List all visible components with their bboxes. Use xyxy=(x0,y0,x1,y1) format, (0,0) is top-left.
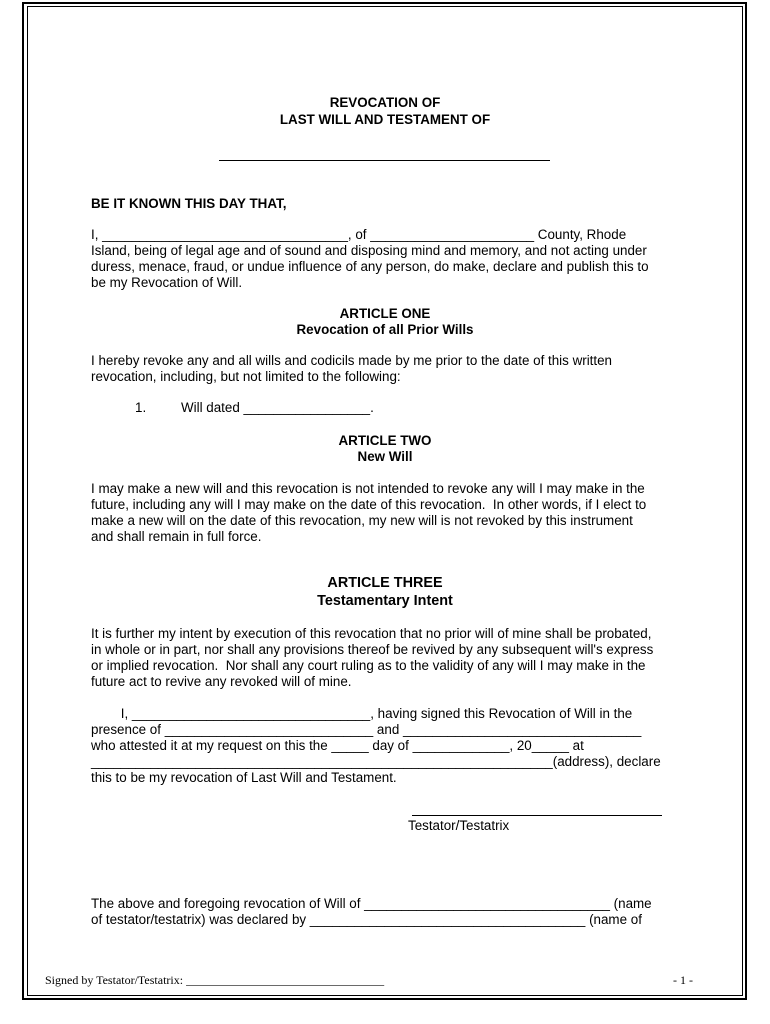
attestation-line: ______________________________________________________________(address), declare xyxy=(91,754,661,769)
document-title-line1: REVOCATION OF xyxy=(329,95,441,110)
list-item-will-dated: Will dated _________________. xyxy=(181,400,374,415)
article-two-line: I may make a new will and this revocation is not intended to revoke any will I may make in the xyxy=(91,481,645,496)
article-two-line: and shall remain in full force. xyxy=(91,529,262,544)
document-title-line2: LAST WILL AND TESTAMENT OF xyxy=(279,112,491,127)
article-one-heading: ARTICLE ONE xyxy=(339,306,431,321)
list-item-number: 1. xyxy=(135,400,147,415)
article-two-line: future, including any will I may make on the date of this revocation. In other words, if I elect to xyxy=(91,497,647,512)
article-one-subheading: Revocation of all Prior Wills xyxy=(296,322,474,337)
intro-heading: BE IT KNOWN THIS DAY THAT, xyxy=(91,196,287,211)
intro-line: duress, menace, fraud, or undue influence of any person, do make, declare and publish this to xyxy=(91,259,649,274)
intro-line: I, _________________________________, of ______________________ County, Rhode xyxy=(91,227,627,242)
article-three-subheading: Testamentary Intent xyxy=(317,593,453,609)
attestation-line: presence of ____________________________ and ________________________________ xyxy=(91,722,642,737)
testator-signature-line xyxy=(412,815,662,816)
article-three-line: It is further my intent by execution of this revocation that no prior will of mine shall be probated, xyxy=(91,626,652,641)
article-two-heading: ARTICLE TWO xyxy=(338,433,432,448)
article-two-subheading: New Will xyxy=(357,449,413,464)
signature-label: Testator/Testatrix xyxy=(408,818,510,833)
article-one-line: I hereby revoke any and all wills and codicils made by me prior to the date of this written xyxy=(91,353,613,368)
witness-line: of testator/testatrix) was declared by _____________________________________ (name of xyxy=(91,912,642,927)
article-three-line: future act to revive any revoked will of mine. xyxy=(91,674,352,689)
attestation-line: who attested it at my request on this the _____ day of _____________, 20_____ at xyxy=(91,738,584,753)
footer-page-number: - 1 - xyxy=(673,973,693,987)
footer-signed-by: Signed by Testator/Testatrix: _________________________________ xyxy=(45,973,385,987)
attestation-line: this to be my revocation of Last Will and Testament. xyxy=(91,770,397,785)
testator-name-line xyxy=(219,160,550,161)
article-three-heading: ARTICLE THREE xyxy=(327,575,443,591)
article-two-line: make a new will on the date of this revocation, my new will is not revoked by this instrument xyxy=(91,513,633,528)
intro-line: be my Revocation of Will. xyxy=(91,275,243,290)
attestation-line: I, ________________________________, having signed this Revocation of Will in the xyxy=(91,706,633,721)
witness-line: The above and foregoing revocation of Will of _________________________________ (name xyxy=(91,896,652,911)
article-three-line: or implied revocation. Nor shall any court ruling as to the validity of any will I may make in the xyxy=(91,658,646,673)
article-one-line: revocation, including, but not limited to the following: xyxy=(91,369,401,384)
article-three-line: in whole or in part, nor shall any provisions thereof be revived by any subsequent will's express xyxy=(91,642,654,657)
intro-line: Island, being of legal age and of sound and disposing mind and memory, and not acting under xyxy=(91,243,647,258)
